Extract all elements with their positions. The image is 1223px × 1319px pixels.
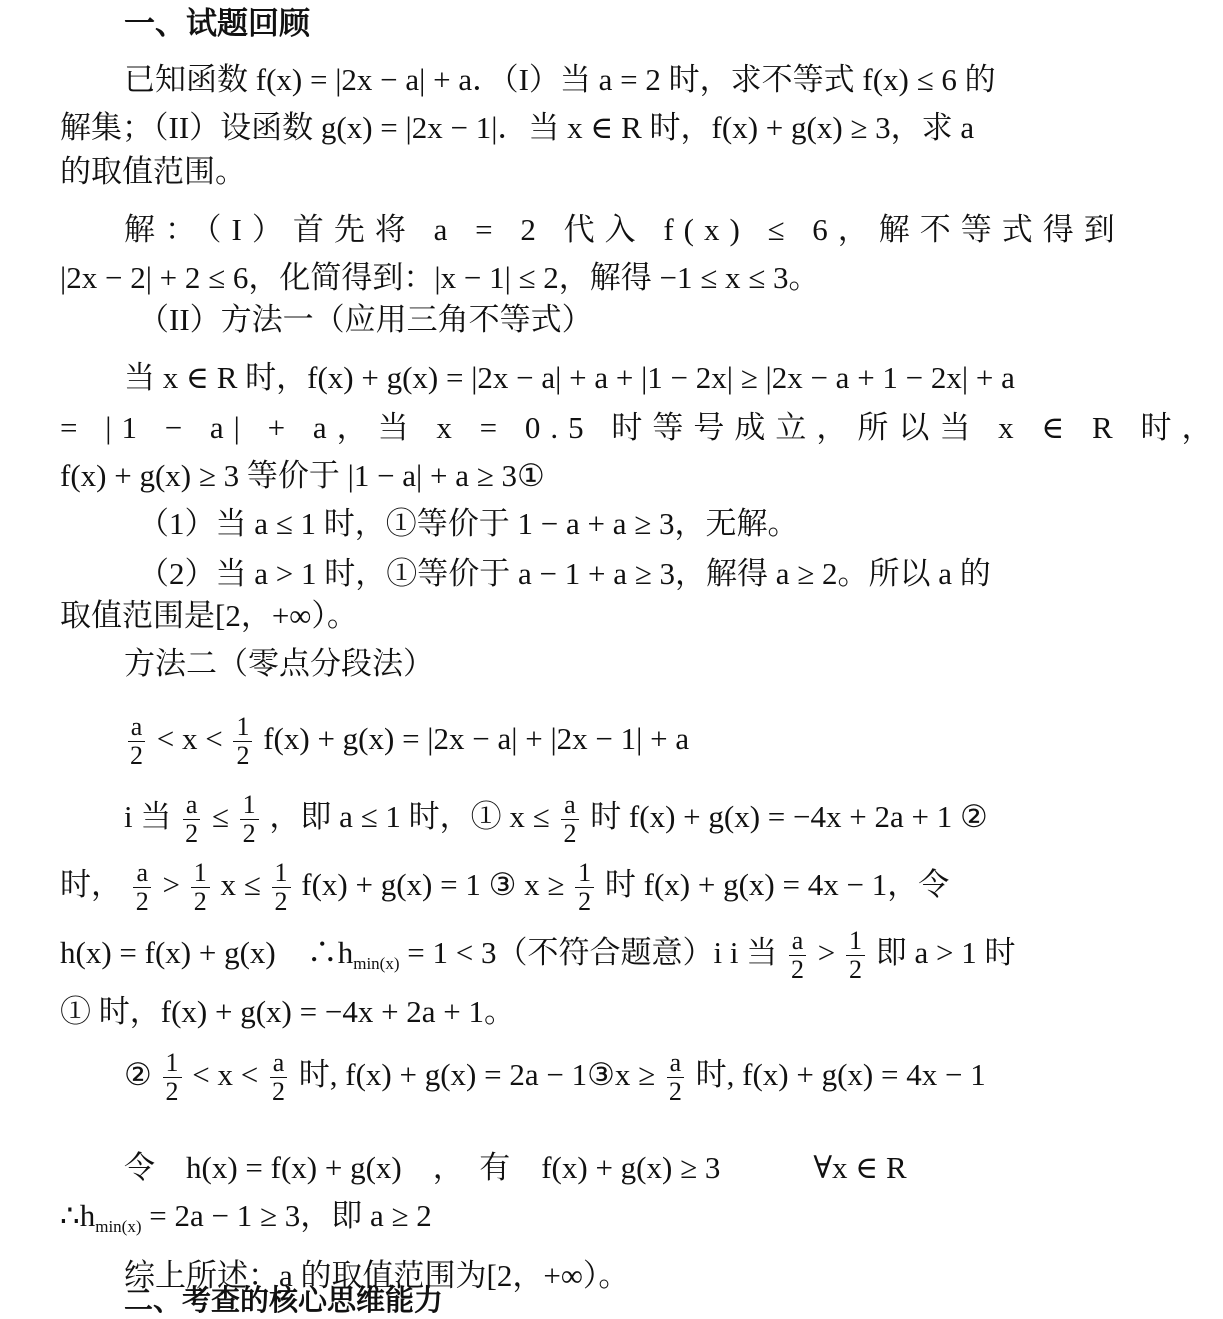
fraction-a-over-2: $\frac{a}{2}$ <box>127 713 146 770</box>
fraction-a-over-2: $\frac{a}{2}$ <box>666 1049 685 1106</box>
method-two-title: 方法二（零点分段法） <box>124 646 434 681</box>
fraction-1-over-2: $\frac{1}{2}$ <box>846 927 865 984</box>
method-two-line-1 <box>0 704 1062 774</box>
problem-line-3: 的取值范围。 <box>60 154 246 189</box>
circled-two: ② <box>124 1057 152 1092</box>
sum-expression: f(x) + g(x) = |2x − a| + |2x − 1| + a <box>263 721 690 756</box>
final-inequality: = 2a − 1 ≥ 3，即 a ≥ 2 <box>141 1198 432 1233</box>
problem-line-1: 已知函数 f(x) = |2x − a| + a．（I）当 a = 2 时，求不等式 f(x) ≤ 6 的 <box>124 62 996 97</box>
solution-line-1: 解：（I）首先将 a = 2 代入 f(x) ≤ 6，解不等式得到 <box>124 212 1125 247</box>
therefore-h: ∴h <box>60 1198 96 1233</box>
method-two-line-3: 时， $\frac{a}{2}$ > $\frac{1}{2}$ x ≤ $\frac{1}{2}$ f(x) + g(x) = 1 ③ x ≥ $\frac{1}{2}$ 时 f(x) + g(x) = 4x − 1，令 <box>60 858 950 917</box>
method-two-line-8 <box>0 1196 1062 1247</box>
case-i-suffix: 时 f(x) + g(x) = −4x + 2a + 1 ② <box>590 799 988 834</box>
problem-line-2: 解集；（II）设函数 g(x) = |2x − 1|．当 x ∈ R 时，f(x) + g(x) ≥ 3，求 a <box>60 110 975 145</box>
line3-middle: f(x) + g(x) = 1 ③ x ≥ <box>301 867 565 902</box>
method-one-line-3: f(x) + g(x) ≥ 3 等价于 |1 − a| + a ≥ 3① <box>60 458 545 493</box>
conclusion-line: 综上所述：a 的取值范围为[2，+∞）。 <box>124 1258 630 1293</box>
less-than-x-less-than: < x < <box>156 721 231 756</box>
case-ii-suffix: 即 a > 1 时 <box>875 935 1016 970</box>
case-i-middle: ，即 a ≤ 1 时，① x ≤ <box>269 799 550 834</box>
method-one-line-1: 当 x ∈ R 时，f(x) + g(x) = |2x − a| + a + |1 − 2x| ≥ |2x − a + 1 − 2x| + a <box>124 360 1015 395</box>
method-two-line-2: i 当 $\frac{a}{2}$ ≤ $\frac{1}{2}$ ，即 a ≤ 1 时，① x ≤ $\frac{a}{2}$ 时 f(x) + g(x) = −4x + 2a + 1 ② <box>124 790 988 849</box>
case-i-prefix: i 当 <box>124 799 172 834</box>
method-two-line-5: ① 时，f(x) + g(x) = −4x + 2a + 1。 <box>60 994 516 1029</box>
method-one-line-2: = |1 − a| + a，当 x = 0.5 时等号成立，所以当 x ∈ R 时， <box>60 410 1223 445</box>
fraction-a-over-2: $\frac{a}{2}$ <box>560 791 579 848</box>
min-subscript: min(x) <box>353 954 400 973</box>
case-two-line: （2）当 a > 1 时，①等价于 a − 1 + a ≥ 3，解得 a ≥ 2。所以 a 的 <box>138 556 991 591</box>
method-one-title: （II）方法一（应用三角不等式） <box>138 302 593 337</box>
fraction-1-over-2: $\frac{1}{2}$ <box>163 1049 182 1106</box>
method-two-line-6: ② $\frac{1}{2}$ < x < $\frac{a}{2}$ 时, f(x) + g(x) = 2a − 1③x ≥ $\frac{a}{2}$ 时, f(x) + g(x) = 4x − 1 <box>124 1048 986 1107</box>
cut-off-next-heading: 二、考查的核心思维能力 <box>124 1283 444 1317</box>
fraction-a-over-2: $\frac{a}{2}$ <box>182 791 201 848</box>
case-one-line: （1）当 a ≤ 1 时，①等价于 1 − a + a ≥ 3，无解。 <box>138 506 799 541</box>
fraction-1-over-2: $\frac{1}{2}$ <box>240 791 259 848</box>
h-min-result: = 1 < 3（不符合题意）i i 当 <box>399 935 778 970</box>
fraction-a-over-2: $\frac{a}{2}$ <box>269 1049 288 1106</box>
fraction-a-over-2: $\frac{a}{2}$ <box>133 859 152 916</box>
method-two-line-7: 令 h(x) = f(x) + g(x) ， 有 f(x) + g(x) ≥ 3 ∀x ∈ R <box>124 1150 907 1185</box>
fraction-1-over-2: $\frac{1}{2}$ <box>191 859 210 916</box>
min-subscript: min(x) <box>95 1217 142 1236</box>
fraction-1-over-2: $\frac{1}{2}$ <box>575 859 594 916</box>
line3-suffix: 时 f(x) + g(x) = 4x − 1，令 <box>604 867 950 902</box>
h-definition: h(x) = f(x) + g(x) ∴h <box>60 935 354 970</box>
line6-suffix: 时, f(x) + g(x) = 4x − 1 <box>695 1057 986 1092</box>
method-two-line-4: h(x) = f(x) + g(x) $\therefore h_{min(x)} = 1 < 3$（不符合题意）i i 当 $\frac{a}{2}$ > $\frac{1}{2}$ 即 a > 1 时 <box>60 926 1016 985</box>
fraction-1-over-2: $\frac{1}{2}$ <box>233 713 252 770</box>
range-result-line: 取值范围是[2，+∞）。 <box>60 598 358 633</box>
solution-line-2: |2x − 2| + 2 ≤ 6，化简得到：|x − 1| ≤ 2，解得 −1 ≤ x ≤ 3。 <box>60 260 820 295</box>
line6-middle: 时, f(x) + g(x) = 2a − 1③x ≥ <box>298 1057 656 1092</box>
fraction-1-over-2: $\frac{1}{2}$ <box>272 859 291 916</box>
fraction-a-over-2: $\frac{a}{2}$ <box>788 927 807 984</box>
section-heading: 一、试题回顾 <box>124 6 310 42</box>
line3-prefix: 时， <box>60 867 122 902</box>
